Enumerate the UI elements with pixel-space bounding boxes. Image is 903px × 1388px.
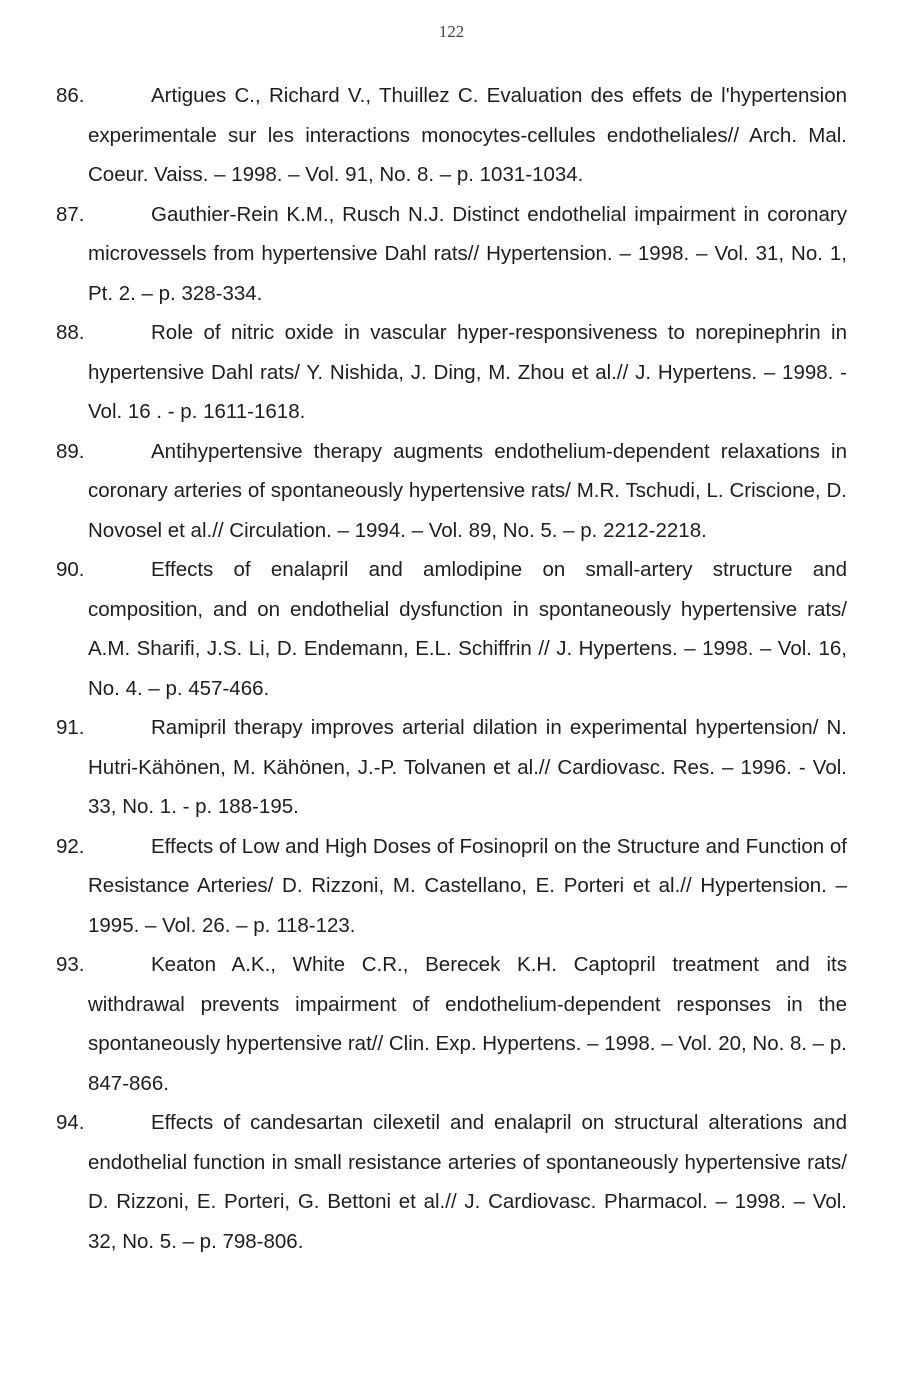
reference-number: 92.: [56, 834, 85, 858]
reference-text: Artigues C., Richard V., Thuillez C. Evaluation des effets de l'hypertension experimentale sur les interactions monocytes-cellules endotheliales// Arch. Mal. Coeur. Vaiss. – 1998. – Vol. 91, No. 8. – p. 1031-1034.: [88, 84, 847, 186]
reference-number: 91.: [56, 716, 85, 739]
reference-item: [56, 432, 847, 551]
reference-item: [56, 76, 847, 195]
page-number: 122: [438, 22, 465, 41]
reference-number: 87.: [56, 202, 85, 226]
reference-text: Effects of enalapril and amlodipine on small-artery structure and composition, and on endothelial dysfunction in spontaneously hypertensive rats/ A.M. Sharifi, J.S. Li, D. Endemann, E.L. Schiffrin // J. Hypertens. – 1998. – Vol. 16, No. 4. – p. 457-466.: [88, 558, 847, 700]
reference-number: 88.: [56, 321, 85, 344]
reference-item: [56, 195, 847, 314]
reference-text: Effects of Low and High Doses of Fosinopril on the Structure and Function of Resistance Arteries/ D. Rizzoni, M. Castellano, E. Porteri et al.// Hypertension. – 1995. – Vol. 26. – p. 118-123.: [88, 834, 847, 937]
reference-text: Gauthier-Rein K.M., Rusch N.J. Distinct endothelial impairment in coronary microvessels from hypertensive Dahl rats// Hypertension. – 1998. – Vol. 31, No. 1, Pt. 2. – p. 328-334.: [88, 202, 847, 305]
reference-number: 90.: [56, 558, 85, 581]
reference-item: [56, 313, 847, 432]
reference-number: 89.: [56, 439, 85, 463]
reference-item: [56, 827, 847, 946]
reference-text: Keaton A.K., White C.R., Berecek K.H. Captopril treatment and its withdrawal prevents impairment of endothelium-dependent responses in the spontaneously hypertensive rat// Clin. Exp. Hypertens. – 1998. – Vol. 20, No. 8. – p. 847-866.: [88, 953, 847, 1095]
reference-number: 86.: [56, 84, 85, 107]
reference-number: 93.: [56, 953, 85, 976]
reference-list: [56, 76, 847, 1261]
reference-text: Ramipril therapy improves arterial dilation in experimental hypertension/ N. Hutri-Kähönen, M. Kähönen, J.-P. Tolvanen et al.// Cardiovasc. Res. – 1996. - Vol. 33, No. 1. - p. 188-195.: [88, 716, 847, 818]
reference-item: [56, 708, 847, 827]
reference-item: [56, 945, 847, 1103]
reference-text: Effects of candesartan cilexetil and enalapril on structural alterations and endothelial function in small resistance arteries of spontaneously hypertensive rats/ D. Rizzoni, E. Porteri, G. Bettoni et al.// J. Cardiovasc. Pharmacol. – 1998. – Vol. 32, No. 5. – p. 798-806.: [88, 1111, 847, 1253]
reference-item: [56, 1103, 847, 1261]
reference-text: Role of nitric oxide in vascular hyper-responsiveness to norepinephrin in hypertensive Dahl rats/ Y. Nishida, J. Ding, M. Zhou et al.// J. Hypertens. – 1998. - Vol. 16 . - p. 1611-1618.: [88, 321, 847, 423]
reference-number: 94.: [56, 1111, 85, 1134]
reference-text: Antihypertensive therapy augments endothelium-dependent relaxations in coronary arteries of spontaneously hypertensive rats/ M.R. Tschudi, L. Criscione, D. Novosel et al.// Circulation. – 1994. – Vol. 89, No. 5. – p. 2212-2218.: [88, 439, 847, 542]
reference-item: [56, 550, 847, 708]
